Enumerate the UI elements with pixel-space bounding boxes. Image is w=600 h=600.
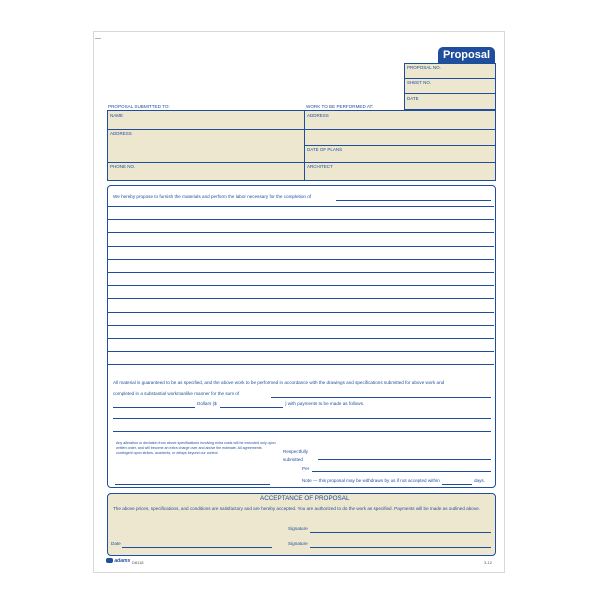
ruled-line bbox=[108, 338, 494, 339]
header-divider bbox=[405, 78, 495, 79]
signature-line-1 bbox=[310, 532, 491, 533]
address-label-left: ADDRESS bbox=[110, 131, 132, 136]
acceptance-text: The above prices, specifications, and conditions are satisfactory and are hereby accepted. You are authorized to do the work as specified. Payments will be made as outlined above. bbox=[113, 506, 480, 511]
dollars-label: Dollars ($ bbox=[197, 401, 217, 406]
name-label: NAME bbox=[110, 113, 124, 118]
respectfully-line bbox=[318, 459, 491, 460]
propose-text: We hereby propose to furnish the materials and perform the labor necessary for the completion of bbox=[113, 194, 312, 199]
completion-line bbox=[336, 200, 491, 201]
info-grid-row bbox=[305, 162, 495, 163]
sheet-no-label: SHEET NO. bbox=[407, 80, 432, 85]
alteration-text: Any alteration or deviation from above specifications involving extra costs will be executed only upon written order, and will become an extra charge over and above the estimate. All agreements contingent upon strikes, accidents, or delays beyond our control. bbox=[116, 441, 276, 455]
date-label: DATE bbox=[407, 96, 419, 101]
signature-label-2: Signature bbox=[288, 541, 308, 546]
proposal-no-label: PROPOSAL NO. bbox=[407, 65, 441, 70]
ruled-line bbox=[108, 325, 494, 326]
signature-label-1: Signature bbox=[288, 526, 308, 531]
payments-text: ) with payments to be made as follows. bbox=[285, 401, 365, 406]
footer-code: 3-12 bbox=[484, 560, 493, 565]
guarantee-text-2: completed in a substantial workmanlike manner for the sum of bbox=[113, 391, 240, 396]
days-line bbox=[442, 484, 472, 485]
amount-line bbox=[220, 407, 283, 408]
ruled-line bbox=[108, 285, 494, 286]
dollars-line bbox=[113, 407, 195, 408]
guarantee-text-1: All material is guaranteed to be as specified, and the above work to be performed in accordance with the drawings and specifications submitted for above work and bbox=[113, 380, 445, 385]
info-grid-row bbox=[108, 129, 304, 130]
address-label-right: ADDRESS bbox=[307, 113, 329, 118]
work-performed-label: WORK TO BE PERFORMED AT: bbox=[306, 104, 374, 109]
header-fields-box bbox=[404, 63, 496, 110]
payments-line bbox=[113, 431, 491, 432]
days-label: days. bbox=[474, 478, 485, 483]
submitted-to-label: PROPOSAL SUBMITTED TO: bbox=[108, 104, 170, 109]
ruled-line bbox=[108, 259, 494, 260]
header-divider bbox=[405, 93, 495, 94]
architect-label: ARCHITECT bbox=[307, 164, 333, 169]
form-code: D8118 bbox=[132, 560, 144, 565]
ruled-line bbox=[108, 272, 494, 273]
form-title: Proposal bbox=[438, 47, 495, 64]
date-of-plans-label: DATE OF PLANS bbox=[307, 147, 343, 152]
ruled-line bbox=[108, 219, 494, 220]
per-label: Per bbox=[302, 466, 310, 471]
date-accept-line bbox=[122, 547, 272, 548]
info-grid-row bbox=[305, 145, 495, 146]
phone-label: PHONE NO. bbox=[110, 164, 136, 169]
ruled-line bbox=[108, 246, 494, 247]
adams-logo bbox=[106, 558, 130, 564]
logo-text: adams bbox=[114, 558, 131, 564]
respectfully-label: Respectfully submitted bbox=[283, 449, 309, 462]
ruled-line bbox=[108, 312, 494, 313]
date-accept-label: Date bbox=[111, 541, 121, 546]
per-line bbox=[312, 471, 491, 472]
payments-line bbox=[113, 418, 491, 419]
ruled-line bbox=[108, 351, 494, 352]
info-grid-row bbox=[108, 162, 304, 163]
info-grid-row bbox=[305, 129, 495, 130]
ruled-line bbox=[108, 364, 494, 365]
logo-mark-icon bbox=[106, 558, 113, 563]
corner-mark: — bbox=[95, 36, 101, 42]
ruled-line bbox=[108, 232, 494, 233]
signature-line-left bbox=[115, 484, 270, 485]
ruled-line bbox=[108, 298, 494, 299]
note-text: Note — this proposal may be withdrawn by us if not accepted within bbox=[302, 478, 440, 483]
signature-line-2 bbox=[310, 547, 491, 548]
acceptance-title: ACCEPTANCE OF PROPOSAL bbox=[260, 495, 350, 502]
sum-line bbox=[271, 397, 491, 398]
ruled-line bbox=[108, 206, 494, 207]
